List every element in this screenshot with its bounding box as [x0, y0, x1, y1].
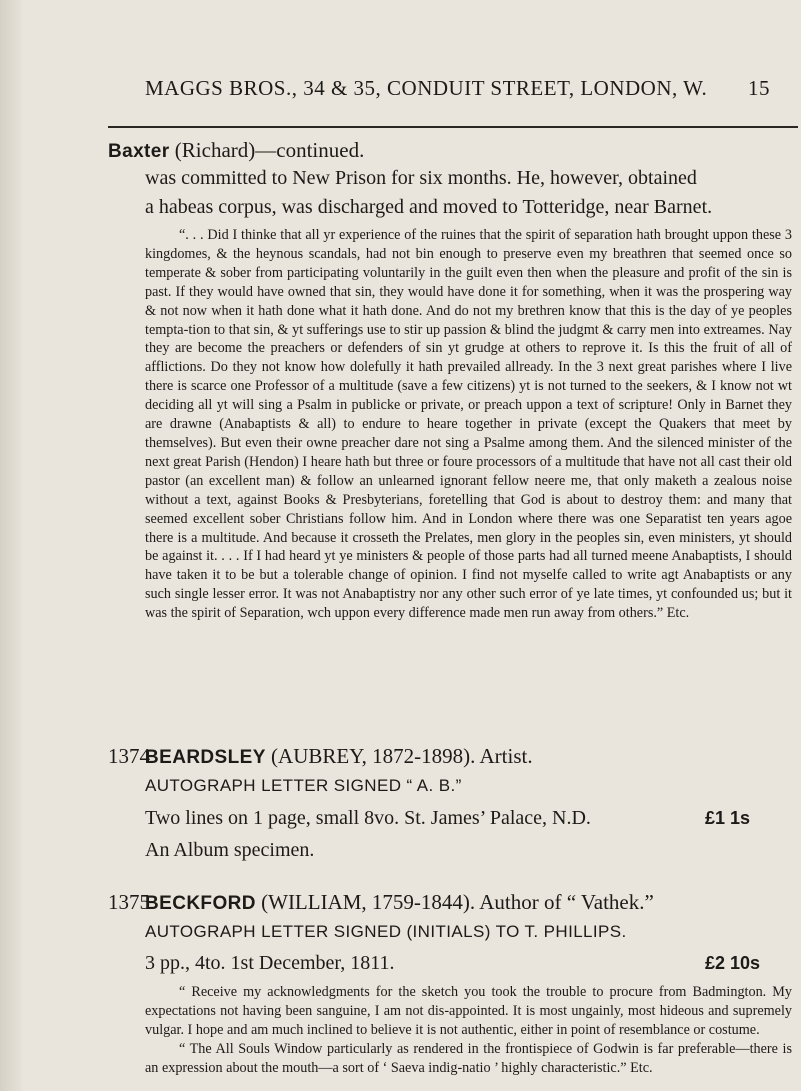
lot-number: 1375	[108, 890, 150, 914]
lot-note: An Album specimen.	[145, 839, 315, 861]
entry-heading	[108, 138, 364, 163]
lot-heading	[145, 744, 533, 769]
lot-price: £1 1s	[705, 808, 751, 828]
lot-number: 1374	[108, 744, 150, 768]
lot-description-caps: AUTOGRAPH LETTER SIGNED “ A. B.”	[145, 776, 462, 795]
lot-surname: BEARDSLEY	[145, 747, 266, 768]
page-edge	[0, 0, 22, 1091]
lot-heading-rest: (AUBREY, 1872-1898). Artist.	[271, 744, 533, 768]
intro-line: was committed to New Prison for six months. He, however, obtained	[145, 167, 697, 189]
quoted-letter: “. . . Did I thinke that all yr experience of the ruines that the spirit of separation hath brought uppon these 3 kingdomes, & the heynous scandals, had not bin enough to preserve even my breathren that seemed once so temperate & sober from participating voluntarily in the guilt even then when the pleasure and profit of the sin is past. If they would have owned that sin, they would have done it for something, when it was the prospering way & not now when it hath done what it hath done. And do not my brethren know that this is the day of ye peoples tempta-tion to that sin, & yt sufferings use to stir up passion & blind the judgmt & carry men into extreames. Nay they are become the preachers or defenders of sin yt grudge at others to reprove it. Is this the fruit of all of afflictions. Do they not know how dolefully it hath prevailed allready. In the 3 next great parishes where I live there is scarce one Professor of a multitude (save a few citizens) yt is not turned to the seekers, & I know not wt deciding all yt will sing a Psalm in publicke or private, or preach uppon a text of scripture! Only in Barnet they are drawne (Anabaptists & all) to endure to heare together in private (except the Quakers that meet by themselves). But even their owne preacher dare not sing a Psalme among them. And the silenced minister of the next great Parish (Hendon) I heare hath but three or foure processors of a multitude that have not all cast their old pastor (an excellent man) & follow an unlearned ignorant fellow neere me, that only maketh a zealous noise without a text, against Books & Presbyterians, foretelling that God is about to destroy them: and many that seemed excellent sober Christians follow him. And in London where there was one Separatist ten years agoe there is a multitude. And because it crosseth the Prelates, men glory in the peoples sin, even ministers, yt should be against it. . . . If I had heard yt ye ministers & people of those parts had all turned meene Anabaptists, I should have taken it to be but a tolerable change of opinion. I find not myselfe called to write agt Anabaptists or any such single lesser error. It was not Anabaptistry nor any other such error of ye late times, yt confounded us; but it was the spirit of Separation, wch uppon every difference made men run away from others.” Etc.	[145, 227, 792, 622]
running-head	[0, 76, 801, 106]
entry-surname: Baxter	[108, 141, 170, 162]
quoted-letter: “ The All Souls Window particularly as rendered in the frontispiece of Godwin is far preferable—there is an expression about the mouth—a sort of ‘ Saeva indig-natio ’ highly characteristic.” Etc.	[145, 1041, 792, 1076]
lot-price: £2 10s	[705, 953, 761, 973]
lot-physical-description: 3 pp., 4to. 1st December, 1811.	[145, 952, 395, 974]
running-head-title: MAGGS BROS., 34 & 35, CONDUIT STREET, LONDON, W.	[145, 76, 708, 100]
entry-heading-rest: (Richard)—continued.	[174, 138, 365, 162]
page-number: 15	[748, 76, 770, 100]
intro-line: a habeas corpus, was discharged and moved to Totteridge, near Barnet.	[145, 196, 713, 218]
lot-heading-rest: (WILLIAM, 1759-1844). Author of “ Vathek.”	[261, 890, 654, 914]
lot-surname: BECKFORD	[145, 893, 256, 914]
header-rule	[108, 126, 798, 128]
lot-heading	[145, 890, 654, 915]
lot-description-caps: AUTOGRAPH LETTER SIGNED (INITIALS) TO T. PHILLIPS.	[145, 922, 627, 941]
lot-physical-description: Two lines on 1 page, small 8vo. St. James’ Palace, N.D.	[145, 807, 591, 829]
quoted-letter: “ Receive my acknowledgments for the sketch you took the trouble to procure from Badmington. My expectations not having been sanguine, I am not dis-appointed. It is most ungainly, most hideous and supremely vulgar. I hope and am much inclined to believe it is not authentic, either in point of resemblance or costume.	[145, 984, 792, 1038]
